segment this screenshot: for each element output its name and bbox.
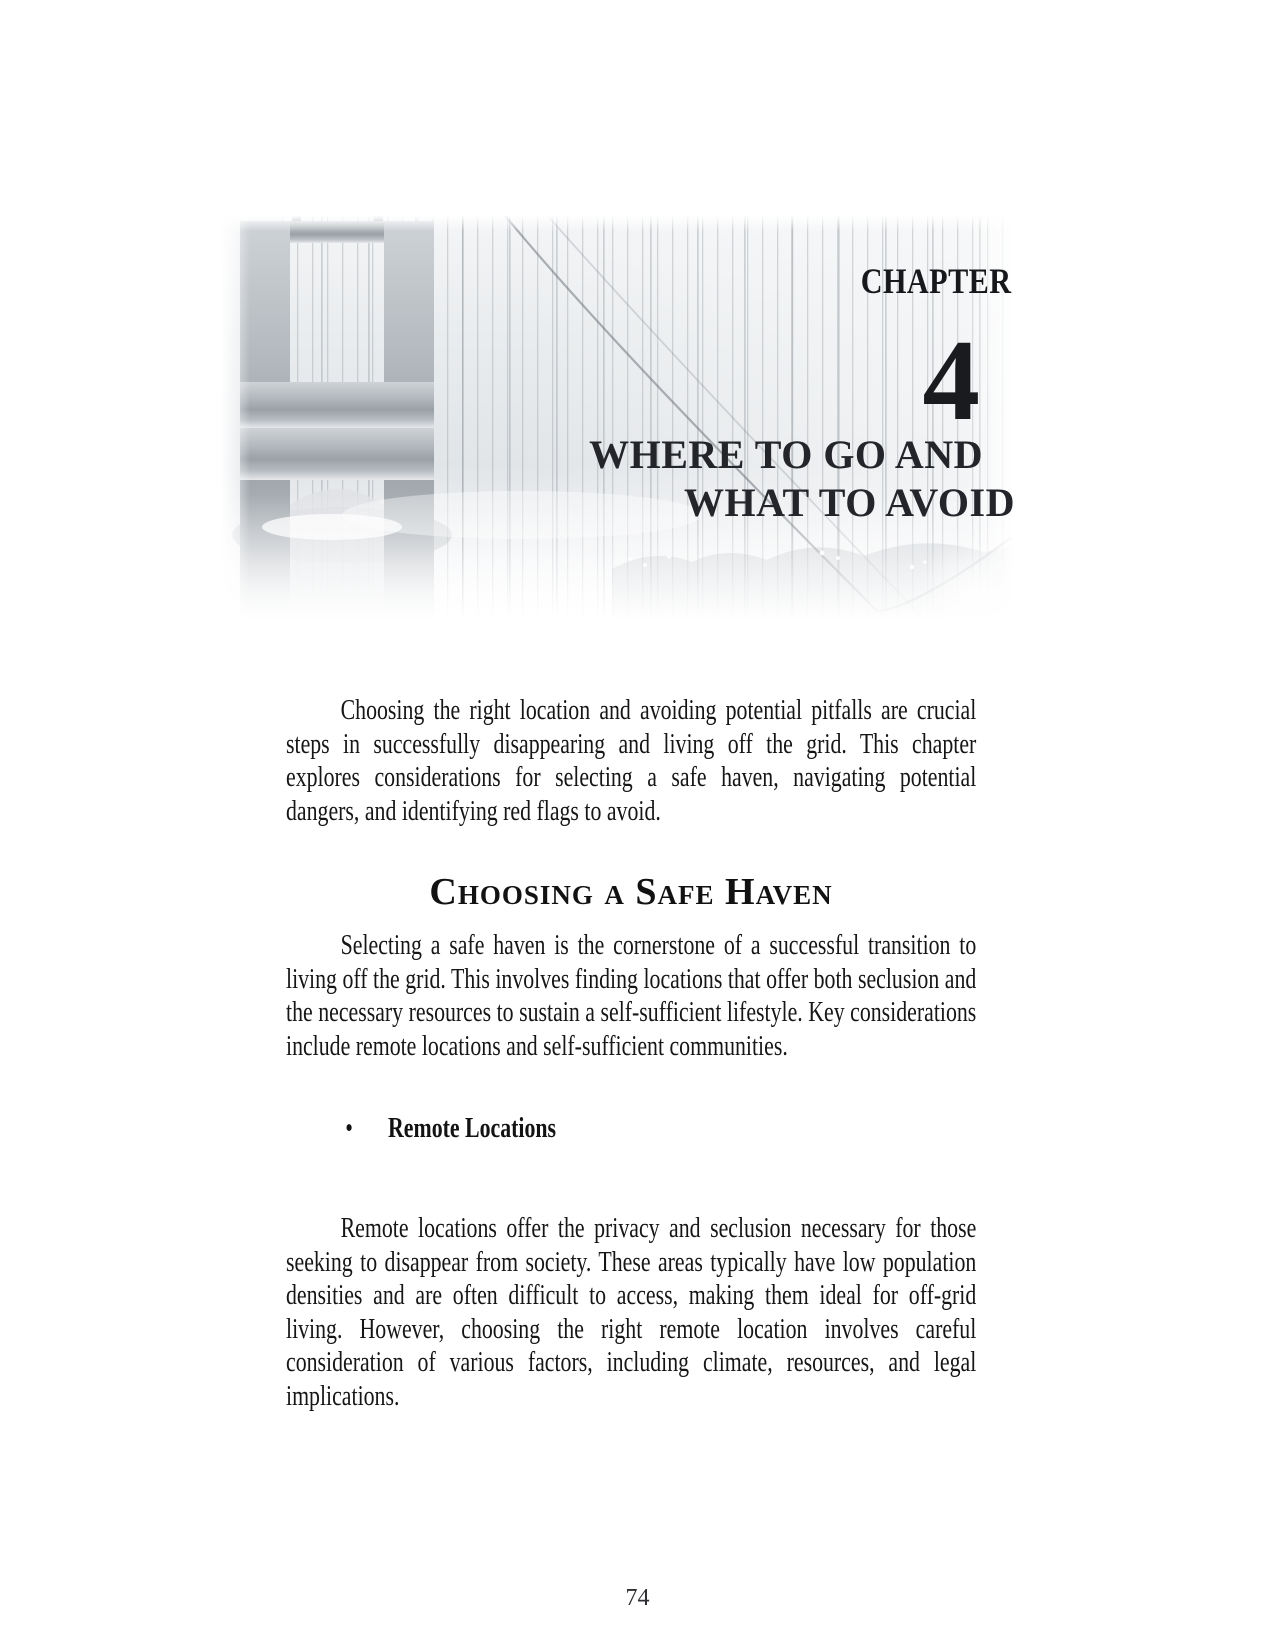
section-paragraph: Selecting a safe haven is the cornerstone of a successful transition to living off the grid. This involves finding locations that offer both seclusion and the necessary resources to sustain a self-sufficient lifestyle. Key considerations include remote locations and self-sufficient communities. <box>286 930 977 1062</box>
bullet-marker: • <box>345 1113 353 1144</box>
chapter-title-line2: WHAT TO AVOID <box>683 480 1015 525</box>
section-heading: Choosing a Safe Haven <box>429 870 833 913</box>
bullet-body-paragraph: Remote locations offer the privacy and seclusion necessary for those seeking to disappear from society. These areas typically have low population densities and are often difficult to access, making them ideal for off-grid living. However, choosing the right remote location involves careful consideration of various factors, including climate, resources, and legal implications. <box>286 1213 977 1412</box>
page-number: 74 <box>625 1585 650 1611</box>
intro-paragraph: Choosing the right location and avoiding potential pitfalls are crucial steps in successfully disappearing and living off the grid. This chapter explores considerations for selecting a safe haven, navigating potential dangers, and identifying red flags to avoid. <box>286 695 977 827</box>
chapter-title-line1: WHERE TO GO AND <box>589 432 983 477</box>
bullet-label: Remote Locations <box>388 1113 557 1144</box>
chapter-number: 4 <box>922 317 980 444</box>
bullet-list-item <box>286 1112 976 1146</box>
chapter-label: CHAPTER <box>861 261 1012 301</box>
